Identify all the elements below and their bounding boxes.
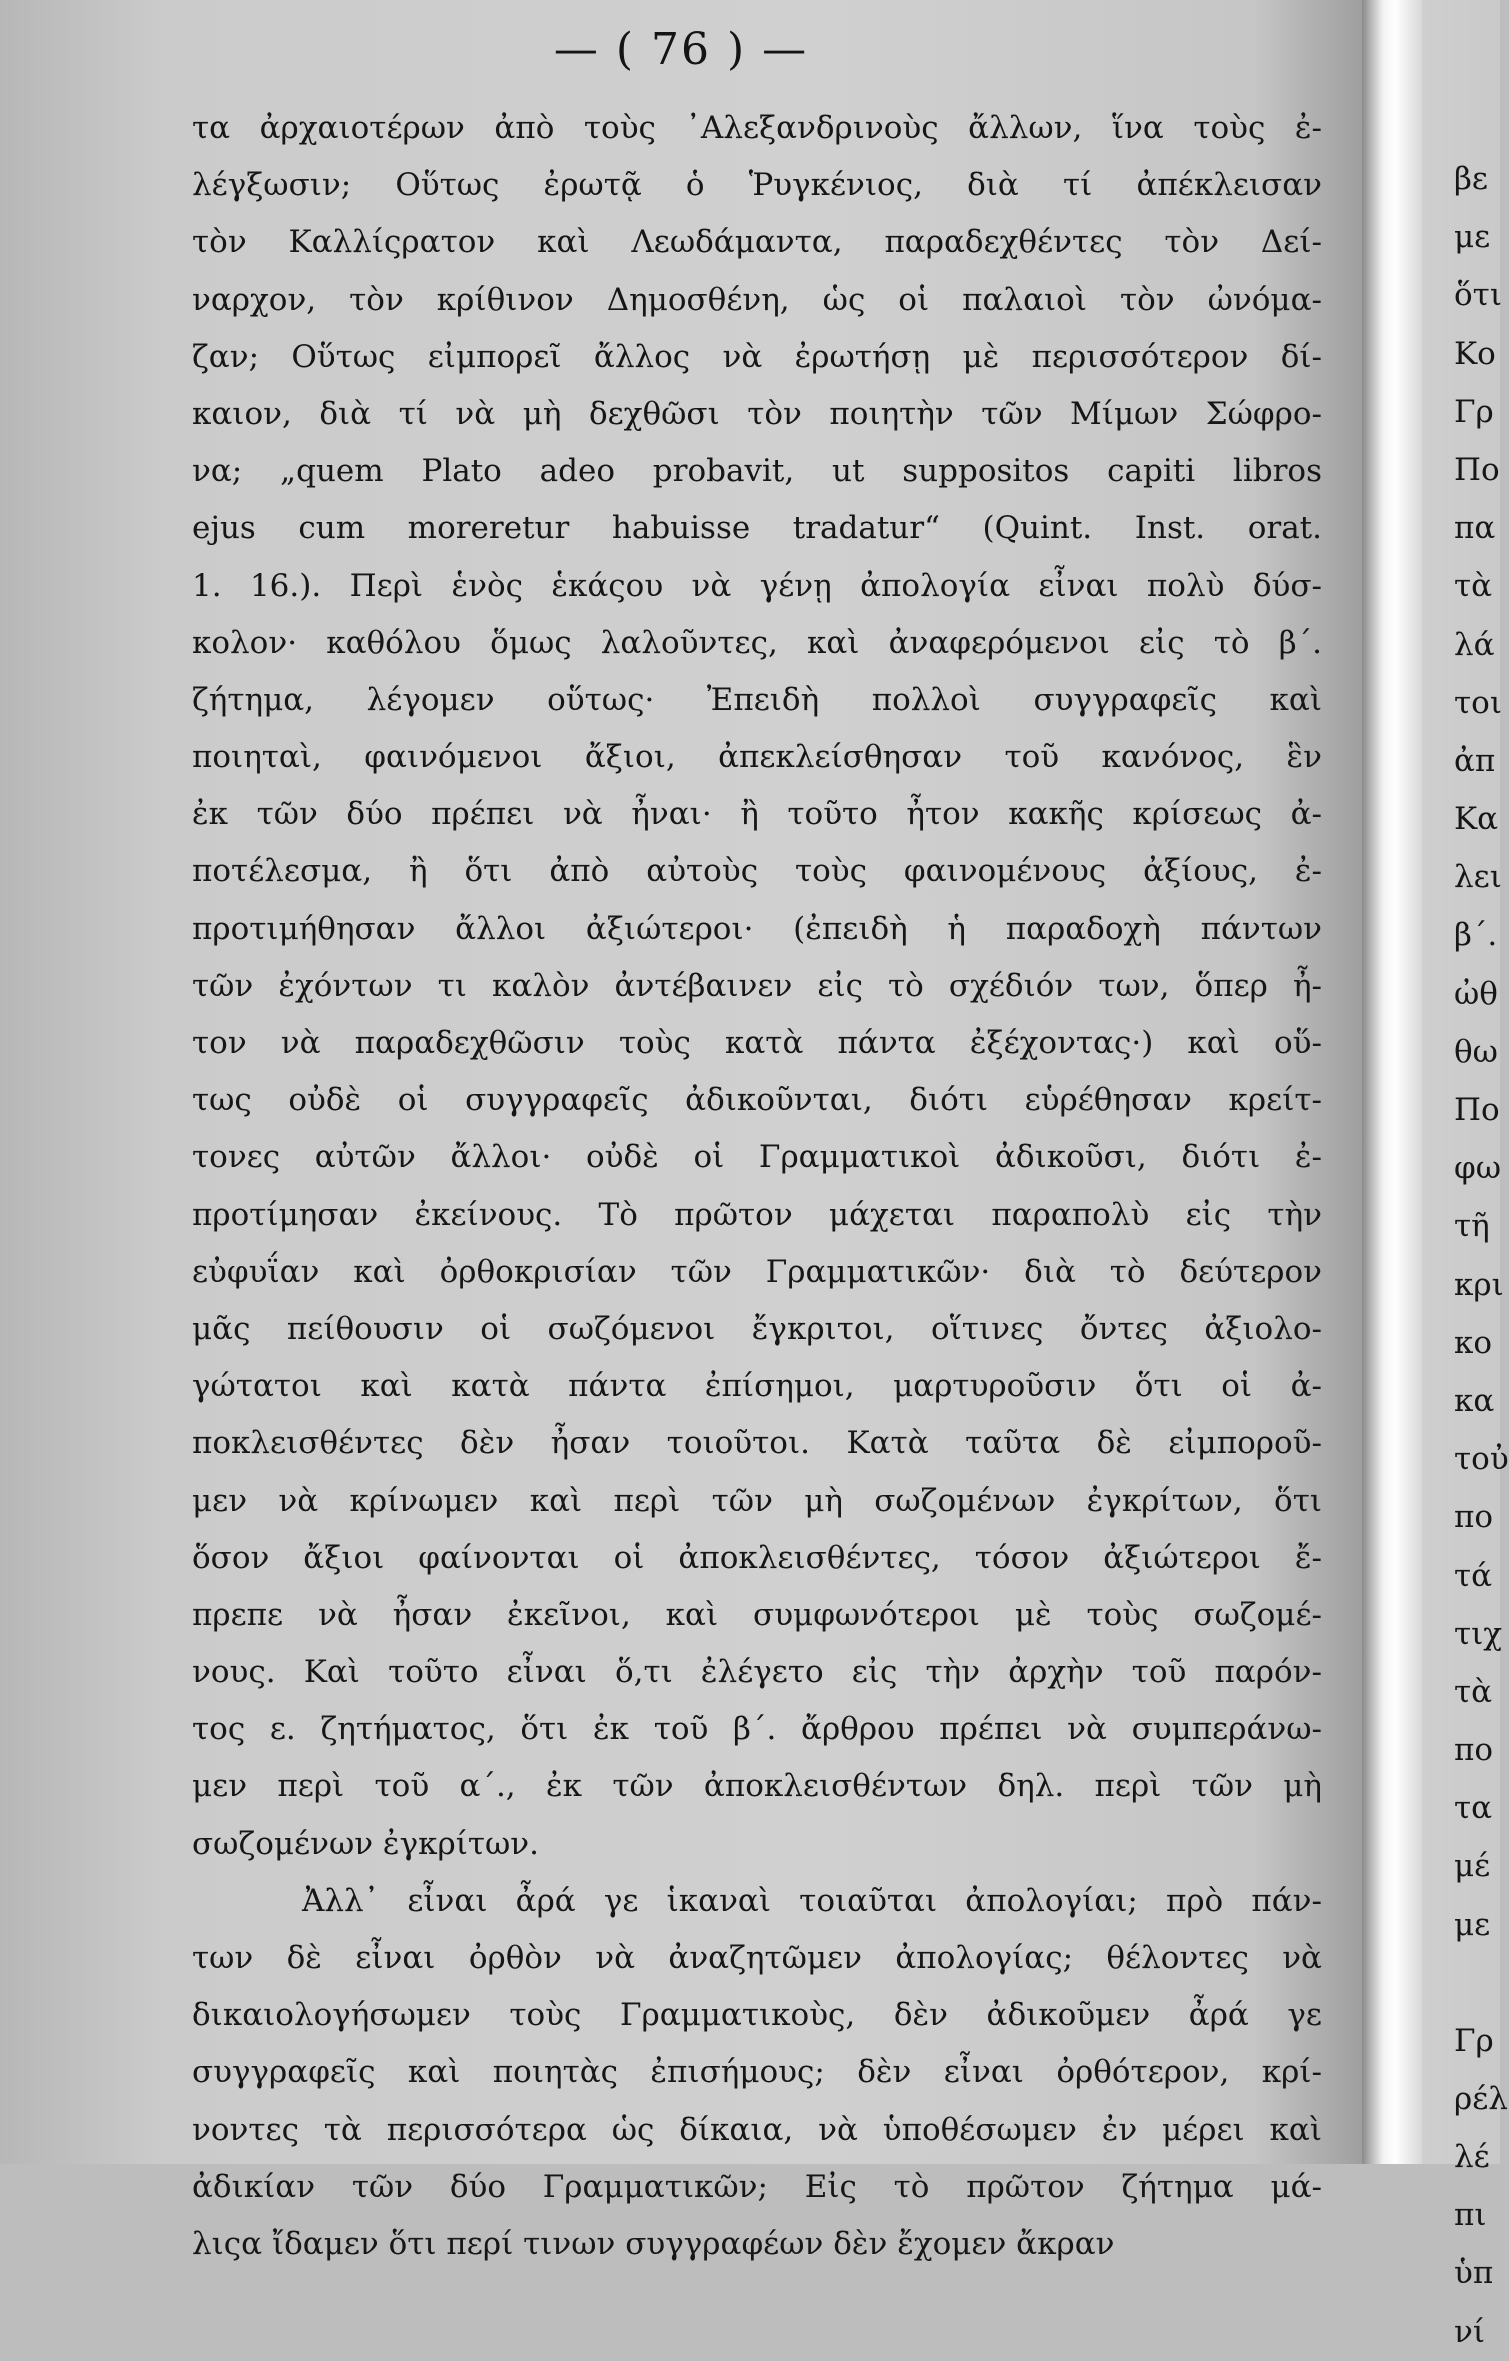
right-page-fragment: ἀπ (1454, 742, 1496, 779)
right-page-fragment: θω (1454, 1033, 1498, 1070)
text-line: ὅσον ἄξιοι φαίνονται οἱ ἀποκλεισθέντες, τόσον ἀξιώτεροι ἔ- (192, 1539, 1322, 1576)
right-page-fragment: λει (1454, 859, 1502, 896)
text-line: ejus cum moreretur habuisse tradatur“ (Quint. Inst. orat. (192, 510, 1322, 547)
right-page-fragment: με (1454, 1906, 1491, 1943)
right-page-fragment: β΄. (1454, 917, 1498, 954)
text-line: Ἀλλ᾿ εἶναι ἆρά γε ἱκαναὶ τοιαῦται ἀπολογίαι; πρὸ πάν- (302, 1882, 1322, 1919)
text-line: πρεπε νὰ ἦσαν ἐκεῖνοι, καὶ συμφωνότεροι μὲ τοὺς σωζομέ- (192, 1596, 1322, 1633)
main-text (192, 100, 1322, 2273)
text-line: μεν νὰ κρίνωμεν καὶ περὶ τῶν μὴ σωζομένων ἐγκρίτων, ὅτι (192, 1482, 1322, 1519)
right-page-fragment: Γρ (1454, 393, 1494, 430)
right-page-fragment: τῆ (1454, 1208, 1490, 1245)
right-page-fragment: τα (1454, 1790, 1493, 1827)
text-line: νους. Καὶ τοῦτο εἶναι ὅ,τι ἐλέγετο εἰς τὴν ἀρχὴν τοῦ παρόν- (192, 1654, 1322, 1691)
right-page-fragment: φω (1454, 1150, 1501, 1187)
right-page-fragment: πο (1454, 1499, 1494, 1536)
text-line: προτιμήθησαν ἄλλοι ἀξιώτεροι· (ἐπειδὴ ἡ παραδοχὴ πάντων (192, 910, 1322, 947)
text-line: ποκλεισθέντες δὲν ἦσαν τοιοῦτοι. Κατὰ ταῦτα δὲ εἰμποροῦ- (192, 1425, 1322, 1462)
right-page-fragment: κρι (1454, 1266, 1504, 1303)
text-line: τος ε. ζητήματος, ὅτι ἐκ τοῦ β΄. ἄρθρου πρέπει νὰ συμπεράνω- (192, 1711, 1322, 1748)
text-line: τὸν Καλλίςρατον καὶ Λεωδάμαντα, παραδεχθέντες τὸν Δεί- (192, 224, 1322, 261)
right-page-fragment: κο (1454, 1324, 1493, 1361)
page-number: — ( 76 ) — (553, 24, 809, 75)
text-line: ἐκ τῶν δύο πρέπει νὰ ἦναι· ἢ τοῦτο ἦτον κακῆς κρίσεως ἀ- (192, 796, 1322, 833)
text-line: τως οὐδὲ οἱ συγγραφεῖς ἀδικοῦνται, διότι εὑρέθησαν κρείτ- (192, 1082, 1322, 1119)
right-page-fragment: με (1454, 219, 1491, 256)
text-line: τονες αὐτῶν ἄλλοι· οὐδὲ οἱ Γραμματικοὶ ἀδικοῦσι, διότι ἐ- (192, 1139, 1322, 1176)
right-page-fragment: πα (1454, 510, 1496, 547)
text-line: ζήτημα, λέγομεν οὕτως· Ἐπειδὴ πολλοὶ συγγραφεῖς καὶ (192, 681, 1322, 718)
text-line: καιον, διὰ τί νὰ μὴ δεχθῶσι τὸν ποιητὴν τῶν Μίμων Σώφρο- (192, 395, 1322, 432)
right-page-fragment: ὑπ (1454, 2255, 1494, 2292)
right-page-fragment: τοι (1454, 684, 1502, 721)
text-line: λέγξωσιν; Οὕτως ἐρωτᾷ ὁ Ῥυγκένιος, διὰ τί ἀπέκλεισαν (192, 167, 1322, 204)
right-page-fragment: λά (1454, 626, 1495, 663)
text-line: συγγραφεῖς καὶ ποιητὰς ἐπισήμους; δὲν εἶναι ὀρθότερον, κρί- (192, 2054, 1322, 2091)
right-page-fragment: τὰ (1454, 568, 1493, 605)
text-line: 1. 16.). Περὶ ἑνὸς ἑκάςου νὰ γένῃ ἀπολογία εἶναι πολὺ δύσ- (192, 567, 1322, 604)
right-page (1422, 0, 1509, 2350)
right-page-fragment: πι (1454, 2197, 1487, 2234)
right-page-fragment: τοὐ (1454, 1441, 1509, 1478)
right-page-fragment: τιχ (1454, 1615, 1503, 1652)
text-line: μᾶς πείθουσιν οἱ σωζόμενοι ἔγκριτοι, οἵτινες ὄντες ἀξιολο- (192, 1310, 1322, 1347)
right-page-fragment: νί (1454, 2313, 1485, 2350)
book-gutter (1362, 0, 1422, 2164)
text-line: σωζομένων ἐγκρίτων. (192, 1825, 539, 1862)
right-page-fragment: ὠθ (1454, 975, 1498, 1012)
text-line: των δὲ εἶναι ὀρθὸν νὰ ἀναζητῶμεν ἀπολογίας; θέλοντες νὰ (192, 1940, 1322, 1976)
text-line: λιςα ἴδαμεν ὅτι περί τινων συγγραφέων δὲν ἔχομεν ἄκραν (192, 2225, 1115, 2262)
text-line: δικαιολογήσωμεν τοὺς Γραμματικοὺς, δὲν ἀδικοῦμεν ἆρά γε (192, 1997, 1322, 2034)
text-line: ποτέλεσμα, ἢ ὅτι ἀπὸ αὐτοὺς τοὺς φαινομένους ἀξίους, ἐ- (192, 853, 1322, 890)
right-page-text (1454, 150, 1509, 2361)
text-line: νοντες τὰ περισσότερα ὡς δίκαια, νὰ ὑποθέσωμεν ἐν μέρει καὶ (192, 2111, 1322, 2148)
right-page-fragment: ρέλ (1454, 2080, 1508, 2117)
right-page-fragment: τὰ (1454, 1673, 1493, 1710)
text-line: κολον· καθόλου ὅμως λαλοῦντες, καὶ ἀναφερόμενοι εἰς τὸ β΄. (192, 624, 1322, 661)
text-line: ζαν; Οὕτως εἰμπορεῖ ἄλλος νὰ ἐρωτήσῃ μὲ περισσότερον δί- (192, 338, 1322, 375)
text-line: τα ἀρχαιοτέρων ἀπὸ τοὺς ᾿Αλεξανδρινοὺς ἄλλων, ἵνα τοὺς ἐ- (192, 110, 1322, 146)
right-page-fragment: λέ (1454, 2139, 1490, 2175)
right-page-fragment: Γρ (1454, 2022, 1494, 2059)
right-page-fragment: μέ (1454, 1848, 1491, 1885)
text-line: εὐφυΐαν καὶ ὀρθοκρισίαν τῶν Γραμματικῶν· διὰ τὸ δεύτερον (192, 1253, 1322, 1290)
right-page-fragment: ὅτι (1454, 277, 1502, 314)
right-page-fragment: κα (1454, 1382, 1495, 1419)
text-line: γώτατοι καὶ κατὰ πάντα ἐπίσημοι, μαρτυροῦσιν ὅτι οἱ ἀ- (192, 1368, 1322, 1405)
right-page-fragment: βε (1454, 161, 1488, 197)
right-page-fragment: Πο (1454, 451, 1500, 488)
right-page-fragment: πο (1454, 1732, 1494, 1769)
right-page-fragment: Κο (1454, 335, 1496, 372)
text-line: ἀδικίαν τῶν δύο Γραμματικῶν; Εἰς τὸ πρῶτον ζήτημα μά- (192, 2168, 1322, 2205)
text-line: ποιηταὶ, φαινόμενοι ἄξιοι, ἀπεκλείσθησαν τοῦ κανόνος, ἓν (192, 739, 1322, 776)
text-line: τῶν ἐχόντων τι καλὸν ἀντέβαινεν εἰς τὸ σχέδιόν των, ὅπερ ἦ- (192, 967, 1322, 1004)
text-line: ναρχον, τὸν κρίθινον Δημοσθένη, ὡς οἱ παλαιοὶ τὸν ὠνόμα- (192, 281, 1322, 318)
right-page-fragment: Πο (1454, 1092, 1500, 1128)
text-line: μεν περὶ τοῦ α΄., ἐκ τῶν ἀποκλεισθέντων δηλ. περὶ τῶν μὴ (192, 1768, 1322, 1805)
right-page-fragment: Κα (1454, 801, 1499, 838)
text-line: να; „quem Plato adeo probavit, ut suppositos capiti libros (192, 453, 1322, 490)
text-line: προτίμησαν ἐκείνους. Τὸ πρῶτον μάχεται παραπολὺ εἰς τὴν (192, 1196, 1322, 1233)
text-line: τον νὰ παραδεχθῶσιν τοὺς κατὰ πάντα ἐξέχοντας·) καὶ οὕ- (192, 1025, 1322, 1061)
right-page-fragment: τά (1454, 1557, 1493, 1594)
